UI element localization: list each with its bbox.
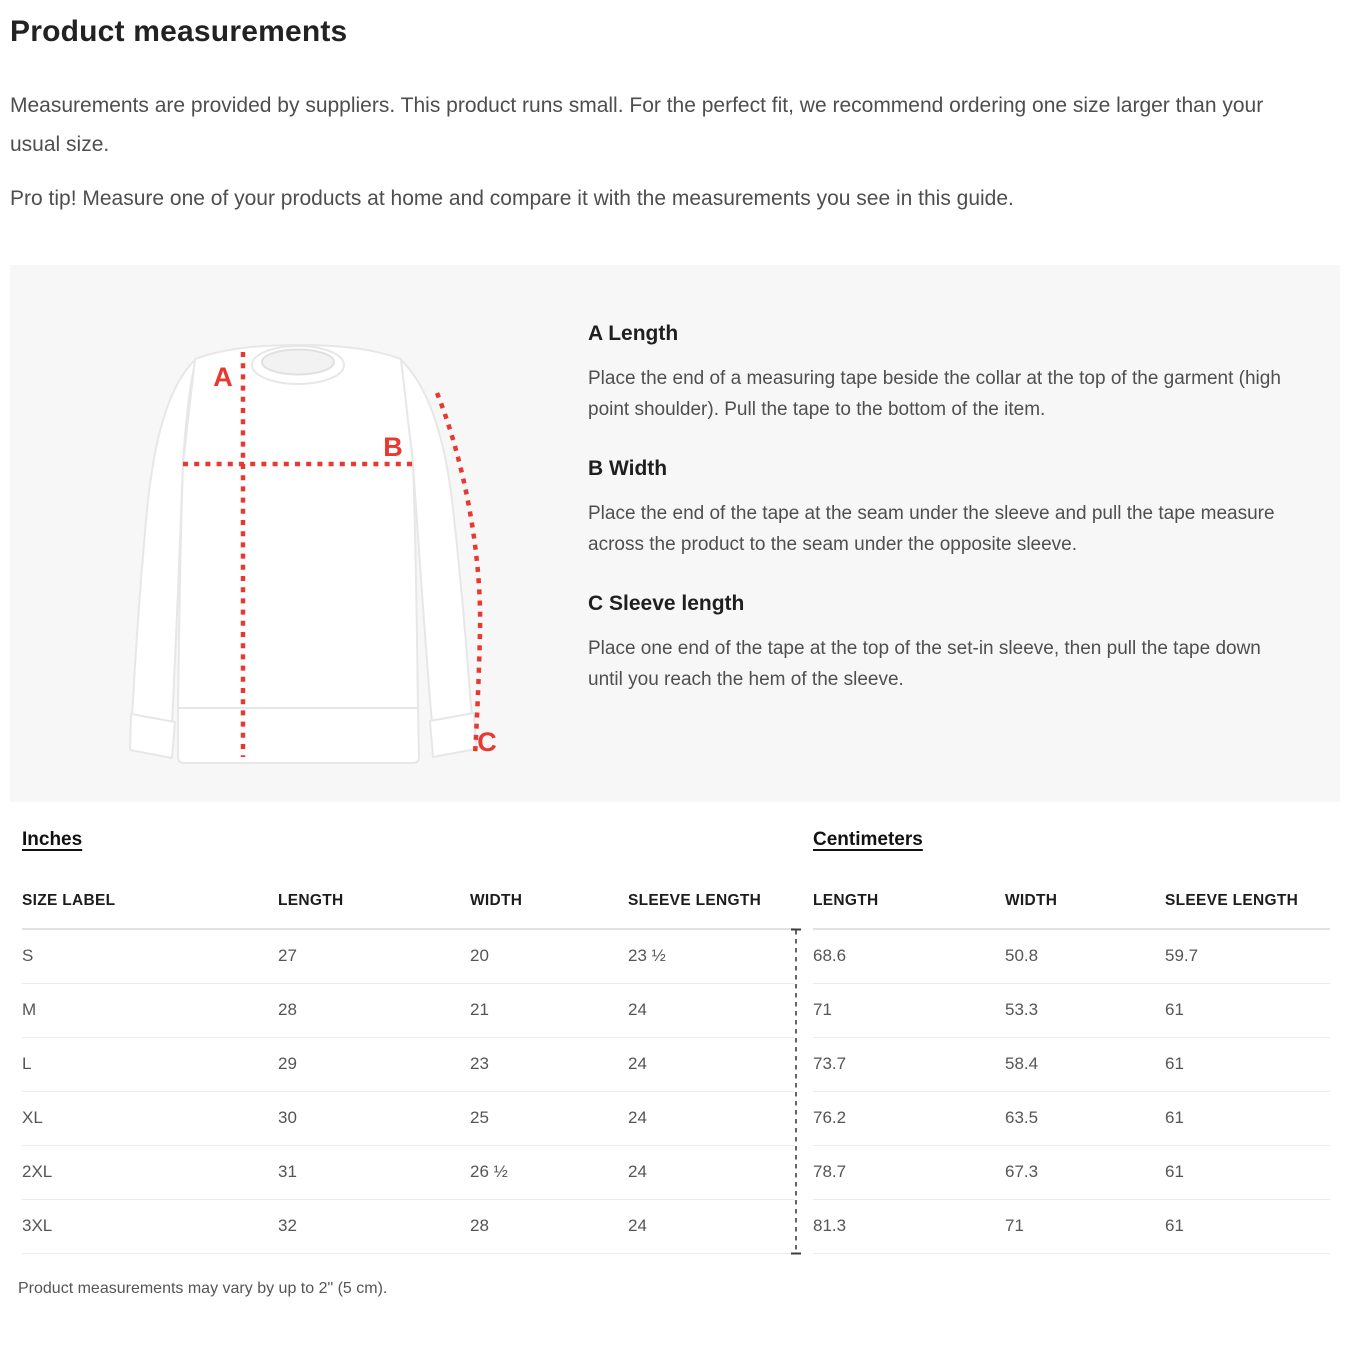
- column-header: LENGTH: [278, 874, 470, 929]
- table-cell: 23 ½: [628, 929, 795, 983]
- table-cell: 32: [278, 1199, 470, 1253]
- table-row: [22, 1037, 795, 1091]
- table-cell: 53.3: [1005, 983, 1165, 1037]
- table-row: [22, 1199, 795, 1253]
- inches-header-row: [22, 874, 795, 929]
- table-cell: L: [22, 1037, 278, 1091]
- column-header: WIDTH: [470, 874, 628, 929]
- column-header: SLEEVE LENGTH: [1165, 874, 1330, 929]
- table-cell: 73.7: [813, 1037, 1005, 1091]
- table-cell: 26 ½: [470, 1145, 628, 1199]
- length-description: Place the end of a measuring tape beside the collar at the top of the garment (high point shoulder). Pull the tape to the bottom of the item.: [588, 368, 1281, 420]
- marker-a-label: A: [213, 362, 233, 392]
- sleeve-length-description: Place one end of the tape at the top of the set-in sleeve, then pull the tape down until you reach the hem of the sleeve.: [588, 638, 1261, 690]
- table-cell: 3XL: [22, 1199, 278, 1253]
- column-header: SLEEVE LENGTH: [628, 874, 795, 929]
- table-cell: 61: [1165, 1199, 1330, 1253]
- table-row: [813, 1199, 1330, 1253]
- marker-b-label: B: [383, 432, 403, 462]
- centimeters-header-row: [813, 874, 1330, 929]
- table-cell: 50.8: [1005, 929, 1165, 983]
- measurement-instructions: [588, 321, 1298, 695]
- table-cell: 25: [470, 1091, 628, 1145]
- sweatshirt-torso: [178, 345, 418, 710]
- column-header: WIDTH: [1005, 874, 1165, 929]
- table-cell: 61: [1165, 1145, 1330, 1199]
- intro-paragraph-1: Measurements are provided by suppliers. This product runs small. For the perfect fit, we recommend ordering one size larger than your usual size.: [10, 94, 1264, 156]
- centimeters-table-block: [813, 828, 1330, 1254]
- table-cell: 24: [628, 1199, 795, 1253]
- sleeve-length-instruction-section: [588, 591, 1298, 695]
- centimeters-heading: Centimeters: [813, 829, 923, 850]
- column-header: SIZE LABEL: [22, 874, 278, 929]
- table-cell: 24: [628, 1037, 795, 1091]
- table-row: [813, 1145, 1330, 1199]
- table-cell: 21: [470, 983, 628, 1037]
- centimeters-table: [813, 874, 1330, 1254]
- width-description: Place the end of the tape at the seam under the sleeve and pull the tape measure across the product to the seam under the opposite sleeve.: [588, 503, 1275, 555]
- width-instruction-section: [588, 456, 1298, 560]
- measurement-guide-panel: [10, 265, 1340, 802]
- table-cell: 23: [470, 1037, 628, 1091]
- size-tables: [0, 828, 1350, 1254]
- table-cell: 20: [470, 929, 628, 983]
- sweatshirt-left-cuff: [130, 714, 175, 758]
- table-cell: 24: [628, 983, 795, 1037]
- table-cell: M: [22, 983, 278, 1037]
- table-cell: 78.7: [813, 1145, 1005, 1199]
- length-heading: A Length: [588, 322, 679, 345]
- inches-table: [22, 874, 795, 1254]
- table-cell: 30: [278, 1091, 470, 1145]
- width-heading: B Width: [588, 457, 668, 480]
- table-cell: 67.3: [1005, 1145, 1165, 1199]
- table-row: [813, 1037, 1330, 1091]
- measurement-variance-note: Product measurements may vary by up to 2" (5 cm).: [18, 1279, 388, 1297]
- table-cell: S: [22, 929, 278, 983]
- table-cell: 24: [628, 1091, 795, 1145]
- sweatshirt-diagram-image: [130, 345, 502, 765]
- table-cell: 28: [470, 1199, 628, 1253]
- table-cell: 61: [1165, 983, 1330, 1037]
- intro-paragraph-2: Pro tip! Measure one of your products at home and compare it with the measurements you see in this guide.: [10, 187, 1014, 210]
- table-cell: 63.5: [1005, 1091, 1165, 1145]
- inches-heading: Inches: [22, 829, 83, 850]
- table-row: [813, 983, 1330, 1037]
- table-row: [813, 929, 1330, 983]
- table-cell: 29: [278, 1037, 470, 1091]
- table-cell: 28: [278, 983, 470, 1037]
- table-cell: 71: [813, 983, 1005, 1037]
- table-cell: 27: [278, 929, 470, 983]
- table-row: [22, 1091, 795, 1145]
- table-cell: 2XL: [22, 1145, 278, 1199]
- table-cell: 61: [1165, 1091, 1330, 1145]
- table-row: [813, 1091, 1330, 1145]
- table-cell: XL: [22, 1091, 278, 1145]
- inches-table-block: [22, 828, 795, 1254]
- table-cell: 31: [278, 1145, 470, 1199]
- table-row: [22, 929, 795, 983]
- table-cell: 71: [1005, 1199, 1165, 1253]
- page-title: Product measurements: [10, 15, 348, 48]
- garment-diagram: [130, 345, 502, 765]
- column-header: LENGTH: [813, 874, 1005, 929]
- product-measurements-page: [0, 14, 1350, 1364]
- table-cell: 24: [628, 1145, 795, 1199]
- table-cell: 61: [1165, 1037, 1330, 1091]
- length-instruction-section: [588, 321, 1298, 425]
- sweatshirt-right-cuff: [430, 713, 476, 757]
- sweatshirt-collar-inner: [262, 350, 334, 375]
- table-cell: 81.3: [813, 1199, 1005, 1253]
- sweatshirt-waistband: [178, 708, 419, 763]
- sleeve-length-heading: C Sleeve length: [588, 592, 745, 615]
- marker-c-label: C: [477, 727, 497, 757]
- table-cell: 58.4: [1005, 1037, 1165, 1091]
- table-cell: 68.6: [813, 929, 1005, 983]
- table-row: [22, 1145, 795, 1199]
- table-cell: 76.2: [813, 1091, 1005, 1145]
- table-row: [22, 983, 795, 1037]
- table-cell: 59.7: [1165, 929, 1330, 983]
